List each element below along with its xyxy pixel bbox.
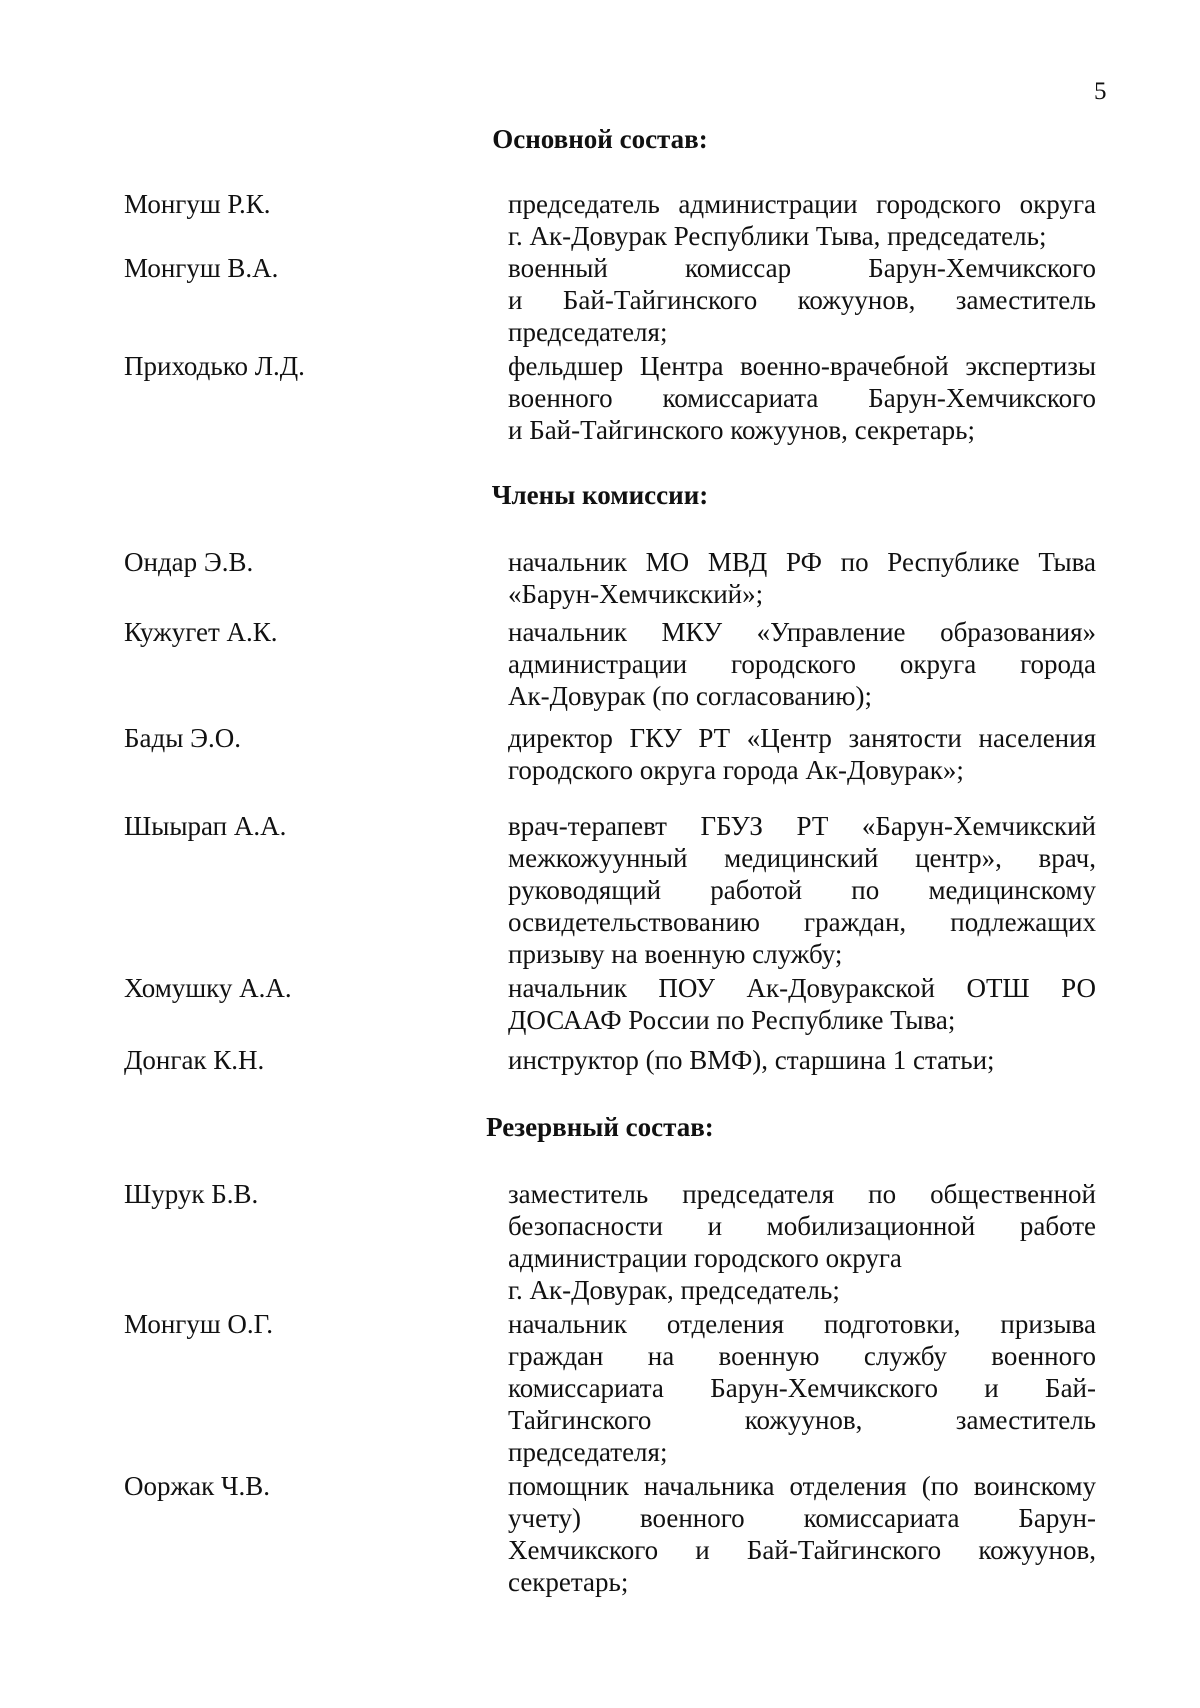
description-line: руководящий работой по медицинскому bbox=[508, 875, 1096, 905]
description-line: помощник начальника отделения (по воинскому bbox=[508, 1471, 1096, 1501]
description-line: межкожуунный медицинский центр», врач, bbox=[508, 843, 1096, 873]
description-line: граждан на военную службу военного bbox=[508, 1341, 1096, 1371]
description-line: начальник МО МВД РФ по Республике Тыва bbox=[508, 547, 1096, 577]
description-line: и Бай-Тайгинского кожуунов, секретарь; bbox=[508, 415, 975, 445]
description-line: комиссариата Барун-Хемчикского и Бай- bbox=[508, 1373, 1096, 1403]
description-line: безопасности и мобилизационной работе bbox=[508, 1211, 1096, 1241]
description-line: начальник ПОУ Ак-Довуракской ОТШ РО bbox=[508, 973, 1096, 1003]
description-line: врач-терапевт ГБУЗ РТ «Барун-Хемчикский bbox=[508, 811, 1096, 841]
page-number: 5 bbox=[1094, 78, 1107, 105]
member-name: Приходько Л.Д. bbox=[124, 351, 305, 381]
member-description bbox=[508, 252, 1096, 348]
description-line: заместитель председателя по общественной bbox=[508, 1179, 1096, 1209]
description-line: освидетельствованию граждан, подлежащих bbox=[508, 907, 1096, 937]
description-line: председателя; bbox=[508, 317, 668, 347]
description-line: г. Ак-Довурак Республики Тыва, председатель; bbox=[508, 221, 1047, 251]
member-description bbox=[508, 810, 1096, 970]
member-name: Хомушку А.А. bbox=[124, 973, 292, 1003]
description-line: ДОСААФ России по Республике Тыва; bbox=[508, 1005, 956, 1035]
member-description bbox=[508, 972, 1096, 1036]
member-description bbox=[508, 1044, 1096, 1076]
description-line: фельдшер Центра военно-врачебной экспертизы bbox=[508, 351, 1096, 381]
member-description bbox=[508, 546, 1096, 610]
description-line: г. Ак-Довурак, председатель; bbox=[508, 1275, 840, 1305]
member-description bbox=[508, 350, 1096, 446]
member-description bbox=[508, 722, 1096, 786]
member-name: Ондар Э.В. bbox=[124, 547, 254, 577]
description-line: городского округа города Ак-Довурак»; bbox=[508, 755, 964, 785]
description-line: Тайгинского кожуунов, заместитель bbox=[508, 1405, 1096, 1435]
description-line: Хемчикского и Бай-Тайгинского кожуунов, bbox=[508, 1535, 1096, 1565]
description-line: секретарь; bbox=[508, 1567, 629, 1597]
section-heading-members: Члены комиссии: bbox=[491, 480, 709, 510]
description-line: начальник МКУ «Управление образования» bbox=[508, 617, 1096, 647]
member-name: Донгак К.Н. bbox=[124, 1045, 265, 1075]
section-heading-main: Основной состав: bbox=[492, 124, 708, 154]
description-line: председатель администрации городского округа bbox=[508, 189, 1096, 219]
section-heading-reserve: Резервный состав: bbox=[486, 1112, 714, 1142]
member-name: Монгуш В.А. bbox=[124, 253, 279, 283]
member-description bbox=[508, 616, 1096, 712]
description-line: Ак-Довурак (по согласованию); bbox=[508, 681, 872, 711]
member-name: Ооржак Ч.В. bbox=[124, 1471, 271, 1501]
member-name: Шурук Б.В. bbox=[124, 1179, 259, 1209]
description-line: директор ГКУ РТ «Центр занятости населения bbox=[508, 723, 1096, 753]
description-line: председателя; bbox=[508, 1437, 668, 1467]
member-description bbox=[508, 1308, 1096, 1468]
description-line: и Бай-Тайгинского кожуунов, заместитель bbox=[508, 285, 1096, 315]
member-name: Кужугет А.К. bbox=[124, 617, 278, 647]
description-line: инструктор (по ВМФ), старшина 1 статьи; bbox=[508, 1045, 995, 1075]
description-line: призыву на военную службу; bbox=[508, 939, 843, 969]
description-line: военный комиссар Барун-Хемчикского bbox=[508, 253, 1096, 283]
member-name: Монгуш Р.К. bbox=[124, 189, 271, 219]
description-line: военного комиссариата Барун-Хемчикского bbox=[508, 383, 1096, 413]
description-line: начальник отделения подготовки, призыва bbox=[508, 1309, 1096, 1339]
member-description bbox=[508, 1178, 1096, 1306]
member-name: Бады Э.О. bbox=[124, 723, 241, 753]
member-description bbox=[508, 188, 1096, 252]
description-line: администрации городского округа bbox=[508, 1243, 902, 1273]
member-description bbox=[508, 1470, 1096, 1598]
description-line: учету) военного комиссариата Барун- bbox=[508, 1503, 1096, 1533]
description-line: «Барун-Хемчикский»; bbox=[508, 579, 764, 609]
member-name: Шыырап А.А. bbox=[124, 811, 287, 841]
member-name: Монгуш О.Г. bbox=[124, 1309, 273, 1339]
description-line: администрации городского округа города bbox=[508, 649, 1096, 679]
